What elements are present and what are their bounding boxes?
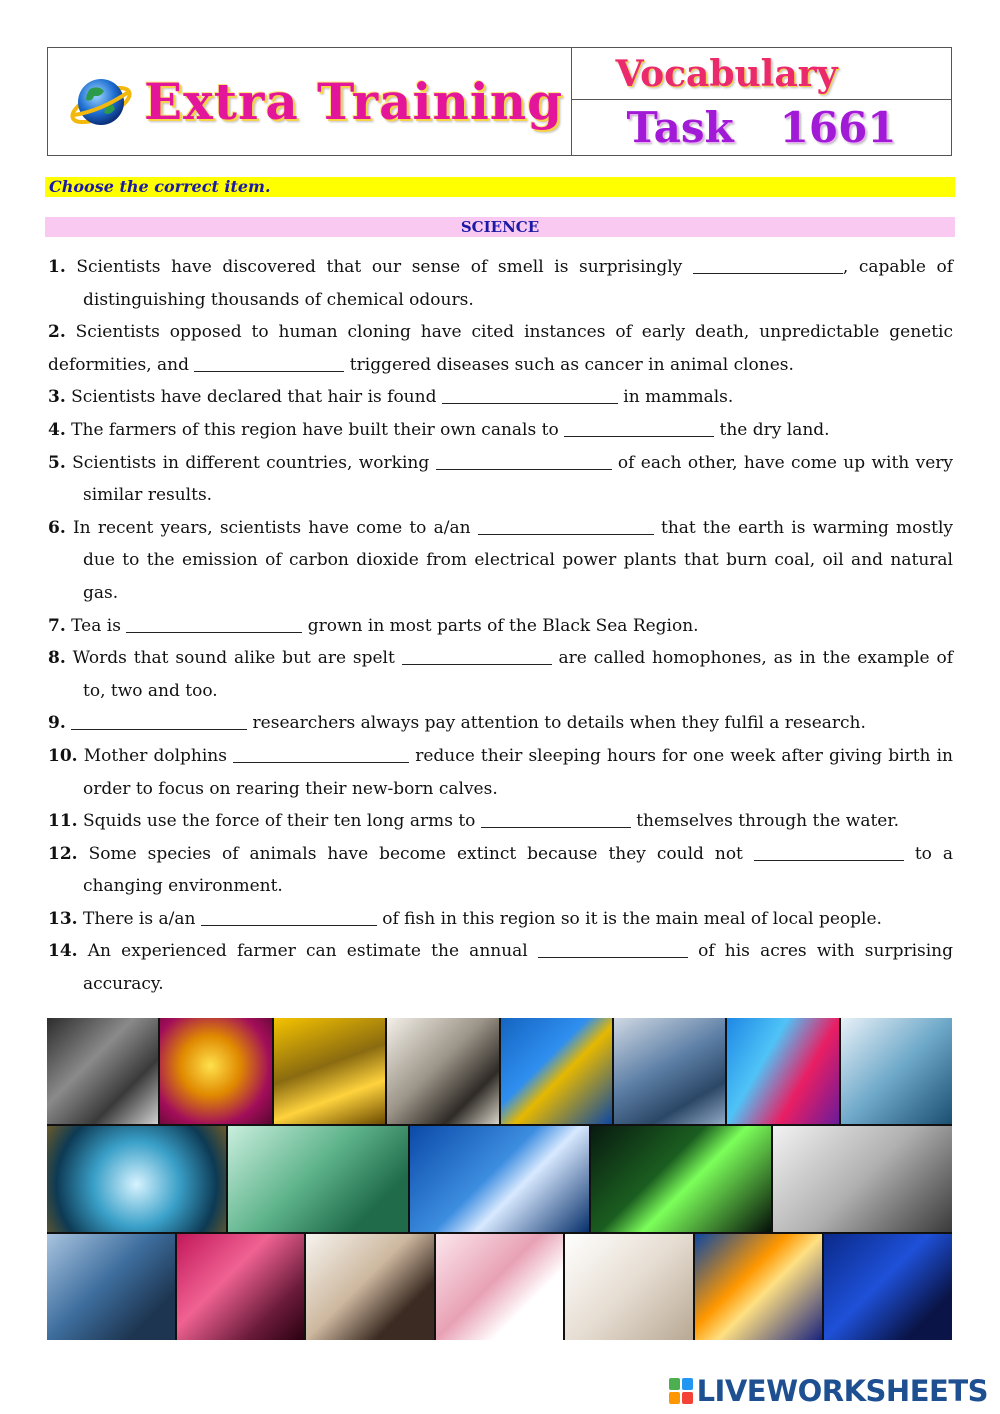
question-text-before: There is a/an bbox=[82, 908, 201, 929]
question-item bbox=[48, 740, 953, 805]
question-item bbox=[48, 805, 953, 838]
answer-blank[interactable] bbox=[564, 419, 714, 437]
question-text-after: researchers always pay attention to details when they fulfil a research. bbox=[247, 713, 866, 734]
question-text-after: of his acres with surprising accuracy. bbox=[83, 941, 954, 995]
photo-radio-telescope bbox=[773, 1126, 952, 1232]
question-text-before: In recent years, scientists have come to a/an bbox=[72, 517, 478, 538]
brand-panel bbox=[48, 48, 572, 155]
answer-blank[interactable] bbox=[233, 745, 409, 763]
question-item bbox=[48, 251, 953, 316]
photo-operating-room bbox=[47, 1234, 175, 1340]
question-text-after: in mammals. bbox=[617, 387, 734, 408]
collage-row bbox=[47, 1234, 952, 1340]
answer-blank[interactable] bbox=[201, 908, 377, 926]
question-text-after: grown in most parts of the Black Sea Region. bbox=[302, 615, 699, 636]
photo-flasks bbox=[727, 1018, 838, 1124]
task-label: Task bbox=[626, 103, 734, 152]
photo-gauges bbox=[228, 1126, 407, 1232]
question-text-after: to a changing environment. bbox=[83, 843, 954, 897]
footer-brand-text: LIVEWORKSHEETS bbox=[696, 1374, 988, 1408]
question-number: 1. bbox=[48, 257, 66, 277]
answer-blank[interactable] bbox=[71, 712, 247, 730]
task-cell bbox=[572, 100, 951, 155]
question-item bbox=[48, 610, 953, 643]
question-text-before: Scientists have declared that hair is found bbox=[71, 387, 442, 408]
question-list bbox=[48, 251, 953, 1001]
photo-measuring-scale bbox=[436, 1234, 564, 1340]
question-item bbox=[48, 642, 953, 707]
photo-light-bulb bbox=[160, 1018, 271, 1124]
question-text-after: of fish in this region so it is the main meal of local people. bbox=[376, 908, 882, 929]
vocabulary-label: Vocabulary bbox=[615, 52, 838, 95]
question-item bbox=[48, 414, 953, 447]
question-item bbox=[48, 838, 953, 903]
question-text-after: triggered diseases such as cancer in animal clones. bbox=[344, 354, 794, 375]
photo-hands-gloves bbox=[565, 1234, 693, 1340]
answer-blank[interactable] bbox=[194, 354, 344, 372]
photo-pipette bbox=[841, 1018, 952, 1124]
photo-laser-lines bbox=[591, 1126, 770, 1232]
question-item bbox=[48, 903, 953, 936]
question-number: 13. bbox=[48, 908, 78, 929]
photo-laboratory-machine bbox=[274, 1018, 385, 1124]
instruction-bar bbox=[45, 177, 955, 197]
answer-blank[interactable] bbox=[442, 386, 618, 404]
photo-microchip bbox=[501, 1018, 612, 1124]
question-item bbox=[48, 316, 953, 381]
task-number: 1661 bbox=[779, 103, 897, 152]
collage-row bbox=[47, 1126, 952, 1232]
science-photo-collage bbox=[47, 1018, 952, 1340]
answer-blank[interactable] bbox=[478, 517, 654, 535]
liveworksheets-logo-icon bbox=[669, 1378, 693, 1404]
answer-blank[interactable] bbox=[538, 940, 688, 958]
question-item bbox=[48, 381, 953, 414]
question-item bbox=[48, 512, 953, 610]
question-item bbox=[48, 935, 953, 1000]
footer-brand bbox=[669, 1374, 988, 1408]
question-text-after: reduce their sleeping hours for one week after giving birth in order to focus on rearing their new-born calves. bbox=[83, 745, 954, 799]
question-text-before: Scientists opposed to human cloning have cited instances of early death, unpredictable genetic deformities, and bbox=[48, 322, 953, 375]
question-number: 5. bbox=[48, 452, 66, 473]
question-text-before: Tea is bbox=[71, 615, 127, 636]
question-number: 14. bbox=[48, 941, 78, 962]
vocab-cell bbox=[572, 48, 951, 100]
question-number: 7. bbox=[48, 615, 66, 636]
question-number: 2. bbox=[48, 322, 66, 343]
answer-blank[interactable] bbox=[693, 256, 843, 274]
photo-microscope bbox=[387, 1018, 498, 1124]
photo-space-station bbox=[410, 1126, 589, 1232]
photo-test-tubes bbox=[177, 1234, 305, 1340]
question-text-after: themselves through the water. bbox=[630, 811, 900, 832]
answer-blank[interactable] bbox=[126, 615, 302, 633]
question-number: 8. bbox=[48, 648, 66, 669]
question-item bbox=[48, 707, 953, 740]
question-text-after: of each other, have come up with very similar results. bbox=[83, 452, 954, 506]
globe-icon bbox=[68, 69, 134, 135]
question-number: 11. bbox=[48, 811, 78, 832]
photo-gloved-hand bbox=[306, 1234, 434, 1340]
answer-blank[interactable] bbox=[481, 810, 631, 828]
brand-title: Extra Training bbox=[144, 72, 564, 131]
question-number: 6. bbox=[48, 517, 66, 538]
answer-blank[interactable] bbox=[436, 452, 612, 470]
question-number: 3. bbox=[48, 387, 66, 408]
photo-particle-accelerator bbox=[47, 1126, 226, 1232]
question-text-after: are called homophones, as in the example of to, two and too. bbox=[83, 648, 953, 701]
answer-blank[interactable] bbox=[754, 843, 904, 861]
question-text-before: Words that sound alike but are spelt bbox=[72, 648, 402, 669]
question-number: 4. bbox=[48, 419, 66, 440]
question-text-after: that the earth is warming mostly due to the emission of carbon dioxide from electrical power plants that burn coal, oil and natural gas. bbox=[83, 517, 953, 603]
question-number: 10. bbox=[48, 745, 78, 766]
worksheet-header bbox=[47, 47, 952, 156]
photo-surgeons bbox=[614, 1018, 725, 1124]
section-title: SCIENCE bbox=[460, 218, 540, 236]
question-text-before: Squids use the force of their ten long arms to bbox=[82, 811, 481, 832]
question-text-before: The farmers of this region have built their own canals to bbox=[71, 419, 565, 440]
question-text-before: Scientists have discovered that our sense of smell is surprisingly bbox=[76, 257, 693, 277]
question-number: 9. bbox=[48, 713, 66, 734]
photo-microscope-blue bbox=[824, 1234, 952, 1340]
question-text-before: Some species of animals have become extinct because they could not bbox=[88, 843, 754, 864]
section-bar bbox=[45, 217, 955, 237]
question-text-before: Scientists in different countries, working bbox=[72, 452, 436, 473]
question-text-before: Mother dolphins bbox=[83, 745, 234, 766]
question-text-after: , capable of distinguishing thousands of chemical odours. bbox=[83, 257, 953, 310]
answer-blank[interactable] bbox=[402, 647, 552, 665]
collage-row bbox=[47, 1018, 952, 1124]
question-text-before: An experienced farmer can estimate the annual bbox=[87, 941, 538, 962]
photo-beakers bbox=[695, 1234, 823, 1340]
question-item bbox=[48, 447, 953, 512]
task-panel bbox=[572, 48, 951, 155]
question-number: 12. bbox=[48, 843, 78, 864]
instruction-text: Choose the correct item. bbox=[49, 177, 271, 196]
question-text-after: the dry land. bbox=[714, 419, 830, 440]
photo-circuit-board bbox=[47, 1018, 158, 1124]
